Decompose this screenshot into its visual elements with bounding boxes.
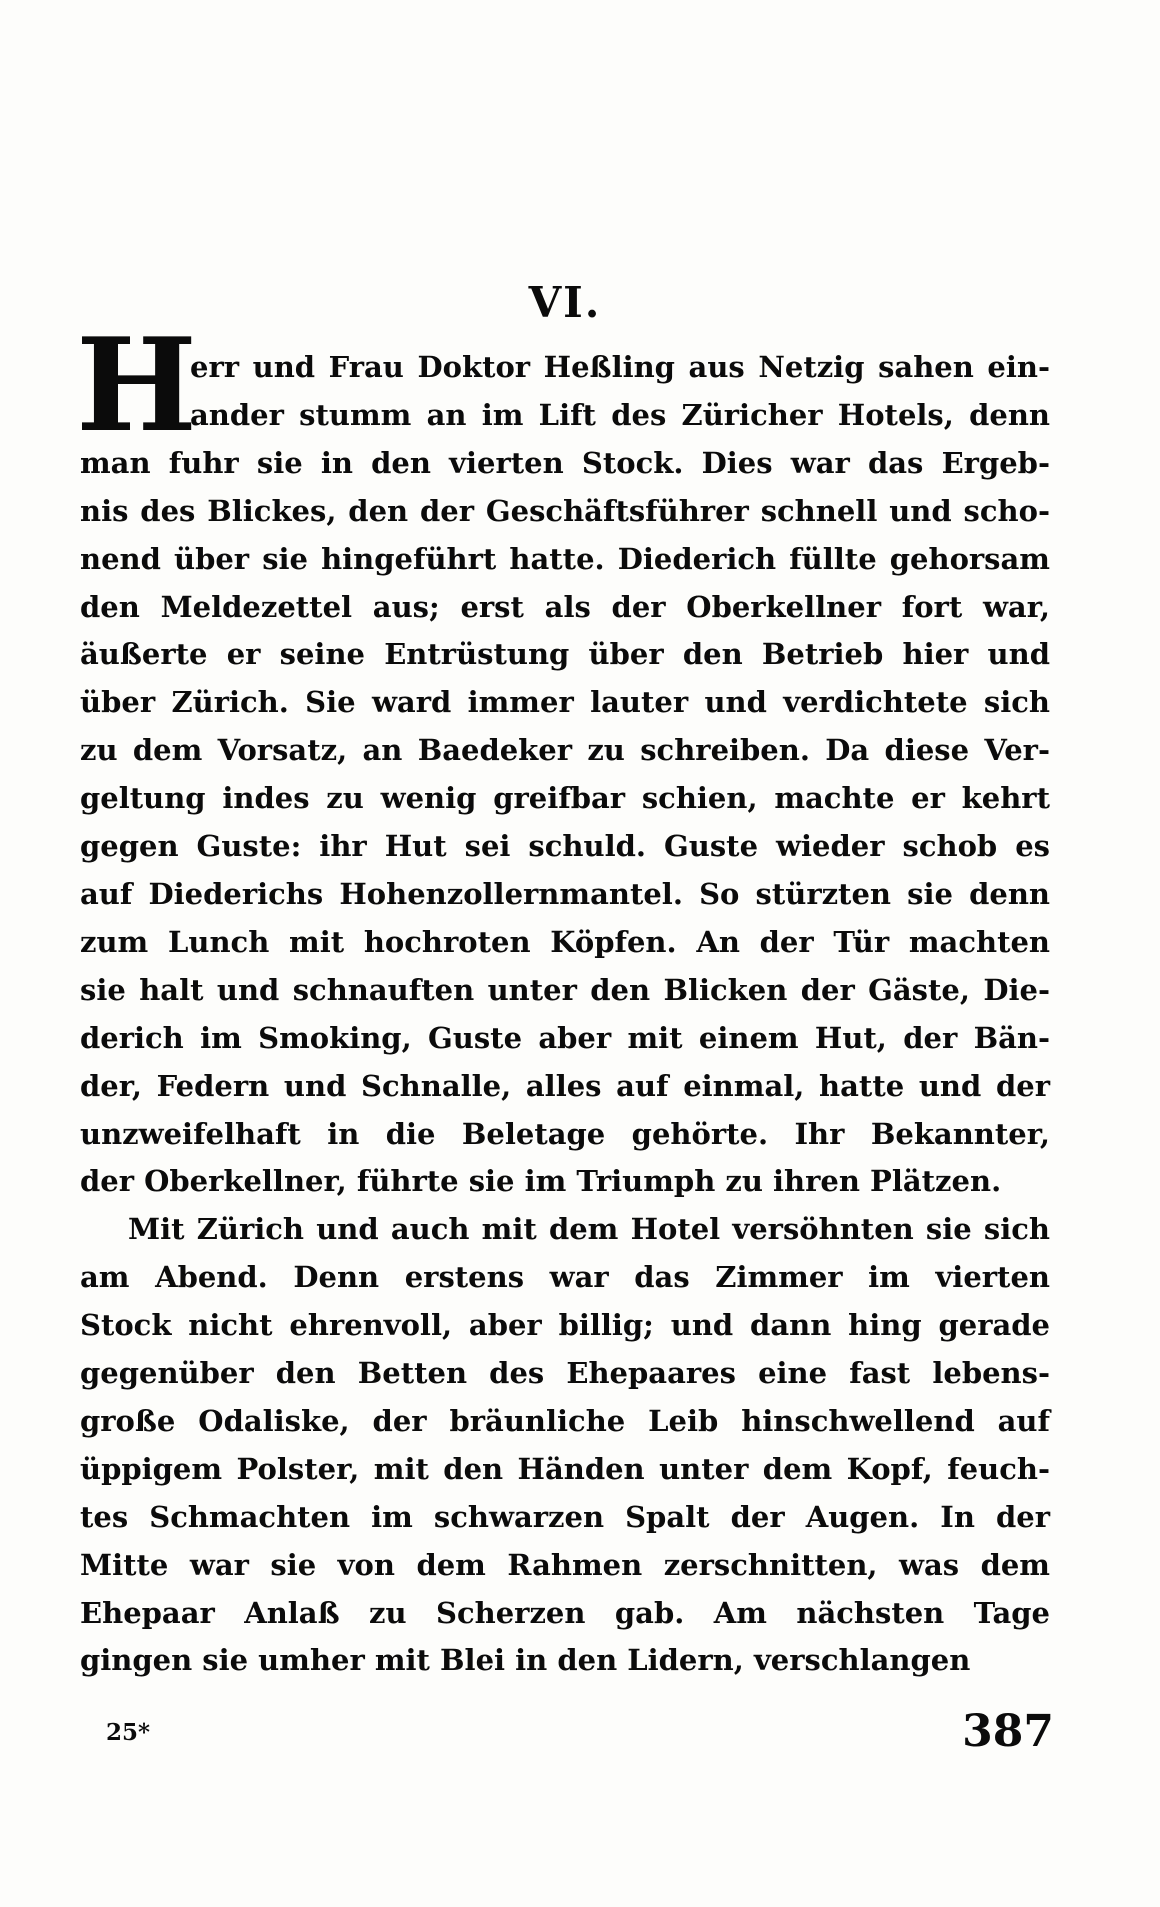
text-line: Mit Zürich und auch mit dem Hotel versöhnten sie sich xyxy=(128,1212,1050,1247)
text-line: Mitte war sie von dem Rahmen zerschnitten, was dem xyxy=(80,1547,1050,1582)
page-number: 387 xyxy=(962,1706,1054,1757)
text-line: den Meldezettel aus; erst als der Oberkellner fort war, xyxy=(80,589,1050,624)
text-line: über Zürich. Sie ward immer lauter und verdichtete sich xyxy=(80,685,1050,720)
text-line: der, Federn und Schnalle, alles auf einmal, hatte und der xyxy=(80,1068,1050,1103)
text-line: zu dem Vorsatz, an Baedeker zu schreiben. Da diese Ver- xyxy=(80,733,1050,768)
text-line: sie halt und schnauften unter den Blicken der Gäste, Die- xyxy=(80,972,1050,1007)
text-line: nis des Blickes, den der Geschäftsführer schnell und scho- xyxy=(80,493,1050,528)
text-line: gingen sie umher mit Blei in den Lidern, verschlangen xyxy=(80,1643,971,1678)
text-line: große Odaliske, der bräunliche Leib hinschwellend auf xyxy=(80,1403,1050,1438)
text-line: gegenüber den Betten des Ehepaares eine fast lebens- xyxy=(80,1356,1050,1391)
text-line: man fuhr sie in den vierten Stock. Dies war das Ergeb- xyxy=(80,445,1050,480)
paragraph-2 xyxy=(80,1206,1050,1685)
drop-cap-initial: H xyxy=(76,311,197,461)
text-line: der Oberkellner, führte sie im Triumph zu ihren Plätzen. xyxy=(80,1164,1002,1199)
text-line: unzweifelhaft in die Beletage gehörte. Ihr Bekannter, xyxy=(80,1116,1050,1151)
text-line: derich im Smoking, Guste aber mit einem Hut, der Bän- xyxy=(80,1020,1050,1055)
chapter-heading: VI. xyxy=(528,278,602,327)
text-line: err und Frau Doktor Heßling aus Netzig sahen ein- xyxy=(190,350,1050,384)
text-line: Ehepaar Anlaß zu Scherzen gab. Am nächsten Tage xyxy=(80,1595,1050,1630)
text-line: geltung indes zu wenig greifbar schien, machte er kehrt xyxy=(80,781,1050,816)
text-block xyxy=(76,311,1050,1685)
text-line: nend über sie hingeführt hatte. Diederich füllte gehorsam xyxy=(80,541,1050,576)
text-line: zum Lunch mit hochroten Köpfen. An der Tür machten xyxy=(80,924,1050,959)
text-line: gegen Guste: ihr Hut sei schuld. Guste wieder schob es xyxy=(80,829,1050,864)
text-line: üppigem Polster, mit den Händen unter dem Kopf, feuch- xyxy=(80,1451,1050,1486)
text-line: äußerte er seine Entrüstung über den Betrieb hier und xyxy=(80,637,1050,672)
text-line: am Abend. Denn erstens war das Zimmer im vierten xyxy=(80,1260,1050,1295)
text-line: Stock nicht ehrenvoll, aber billig; und dann hing gerade xyxy=(80,1308,1050,1343)
text-line: tes Schmachten im schwarzen Spalt der Augen. In der xyxy=(80,1499,1050,1534)
paragraph-1 xyxy=(76,311,1050,1206)
text-line: auf Diederichs Hohenzollernmantel. So stürzten sie denn xyxy=(80,876,1050,911)
signature-mark: 25* xyxy=(106,1719,151,1746)
text-line: ander stumm an im Lift des Züricher Hotels, denn xyxy=(190,397,1050,432)
